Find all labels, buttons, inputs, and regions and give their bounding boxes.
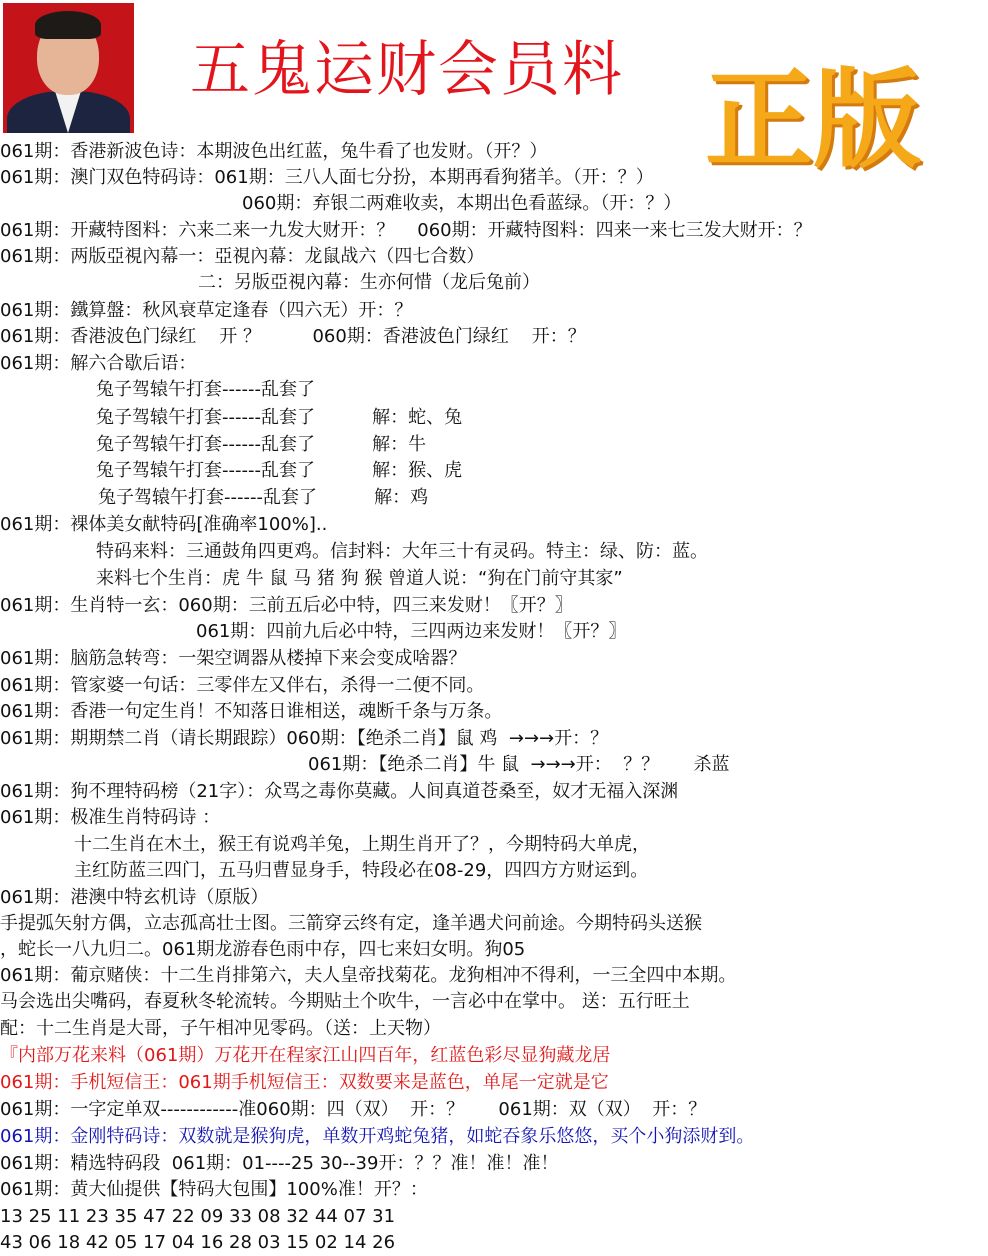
text-line: 十二生肖在木土，猴王有说鸡羊兔，上期生肖开了？，今期特码大单虎， <box>74 834 650 855</box>
text-line: 061期：开藏特图料：六来二来一九发大财开：？ 060期：开藏特图料：四来一来七三发大财开：？ <box>0 220 812 241</box>
text-line: 手提弧矢射方偶，立志孤高壮士图。三箭穿云终有定，逢羊遇犬问前途。今期特码头送猴 <box>0 913 702 934</box>
number-row: 43 06 18 42 05 17 04 16 28 03 15 02 14 26 <box>0 1232 396 1253</box>
text-line: 061期：极准生肖特码诗 ： <box>0 807 221 828</box>
portrait-photo <box>3 3 134 133</box>
text-line: 061期：生肖特一玄：060期：三前五后必中特，四三来发财！〖开？〗 <box>0 595 573 616</box>
text-line: 来料七个生肖：虎 牛 鼠 马 猪 狗 猴 曾道人说：“狗在门前守其家” <box>96 568 623 589</box>
text-line: 061期：精选特码段 061期：01----25 30--39开：？？准！准！准！ <box>0 1153 559 1174</box>
text-line: 061期：澳门双色特码诗：061期：三八人面七分扮，本期再看狗猪羊。（开：？） <box>0 167 654 188</box>
authentic-seal: 正版 <box>705 58 922 183</box>
photo-hair <box>35 11 101 39</box>
text-line: 兔子驾辕午打套------乱套了 解：牛 <box>96 434 427 455</box>
text-line: 061期：黄大仙提供【特码大包围】100%准！开？： <box>0 1179 428 1200</box>
text-line: 马会选出尖嘴码，春夏秋冬轮流转。今期贴土个吹牛，一言必中在掌中。 送：五行旺土 <box>0 991 690 1012</box>
text-line: 061期：港澳中特玄机诗（原版） <box>0 887 269 908</box>
text-line: 主红防蓝三四门，五马归曹显身手，特段必在08-29，四四方方财运到。 <box>74 860 649 881</box>
text-line: 061期：四前九后必中特，三四两边来发财！〖开？〗 <box>196 621 627 642</box>
text-line: 二：另版亞視內幕：生亦何惜（龙后兔前） <box>198 272 540 293</box>
text-line: 061期：裸体美女献特码[准确率100%].. <box>0 514 328 535</box>
text-line: 061期：金刚特码诗：双数就是猴狗虎，单数开鸡蛇兔猪，如蛇吞象乐悠悠，买个小狗添财到。 <box>0 1126 755 1147</box>
text-line: 061期：香港波色门绿红 开 ？ 060期：香港波色门绿红 开：？ <box>0 326 586 347</box>
text-line: 061期：手机短信王：061期手机短信王：双数要来是蓝色，单尾一定就是它 <box>0 1072 609 1093</box>
text-line: 兔子驾辕午打套------乱套了 解：蛇、兔 <box>96 407 463 428</box>
text-line: 兔子驾辕午打套------乱套了 解：猴、虎 <box>96 460 463 481</box>
text-line: 061期：期期禁二肖（请长期跟踪）060期：【绝杀二肖】鼠 鸡 →→→开：？ <box>0 728 609 749</box>
page-title: 五鬼运财会员料 <box>190 35 624 105</box>
text-line: 060期：弃银二两难收卖，本期出色看蓝绿。（开：？） <box>242 193 682 214</box>
text-line: 兔子驾辕午打套------乱套了 <box>96 379 315 400</box>
text-line: 配：十二生肖是大哥，子午相冲见零码。（送：上天物） <box>0 1018 441 1039</box>
text-line: 特码来料：三通鼓角四更鸡。信封料：大年三十有灵码。特主：绿、防：蓝。 <box>96 541 708 562</box>
text-line: 061期：管家婆一句话：三零伴左又伴右，杀得一二便不同。 <box>0 675 485 696</box>
number-row: 13 25 11 23 35 47 22 09 33 08 32 44 07 31 <box>0 1206 396 1227</box>
text-line: 061期：【绝杀二肖】牛 鼠 →→→开： ？？ 杀蓝 <box>308 754 730 775</box>
text-line: 061期：两版亞視內幕一：亞視內幕：龙鼠战六（四七合数） <box>0 246 485 267</box>
text-line: 061期：解六合歇后语： <box>0 353 197 374</box>
text-line: 061期：葡京赌侠：十二生肖排第六，夫人皇帝找菊花。龙狗相冲不得利，一三全四中本期。 <box>0 965 737 986</box>
text-line: 『内部万花来料（061期）万花开在程家江山四百年，红蓝色彩尽显狗藏龙居 <box>0 1045 611 1066</box>
text-line: 061期：香港新波色诗：本期波色出红蓝，兔牛看了也发财。（开？） <box>0 141 548 162</box>
text-line: 061期：脑筋急转弯：一架空调器从楼掉下来会变成啥器？ <box>0 648 467 669</box>
text-line: 061期：狗不理特码榜（21字）：众骂之毒你莫藏。人间真道苍桑至，奴才无福入深渊 <box>0 781 679 802</box>
text-line: 061期：一字定单双------------准060期：四（双） 开：？ 061期：双（双） 开：？ <box>0 1099 707 1120</box>
text-line: 061期：鐵算盤：秋风衰草定逢春（四六无）开：？ <box>0 300 413 321</box>
text-line: 061期：香港一句定生肖！不知落日谁相送，魂断千条与万条。 <box>0 701 503 722</box>
text-line: ，蛇长一八九归二。061期龙游春色雨中存，四七来妇女明。狗05 <box>0 939 526 960</box>
text-line: 兔子驾辕午打套------乱套了 解：鸡 <box>98 487 429 508</box>
